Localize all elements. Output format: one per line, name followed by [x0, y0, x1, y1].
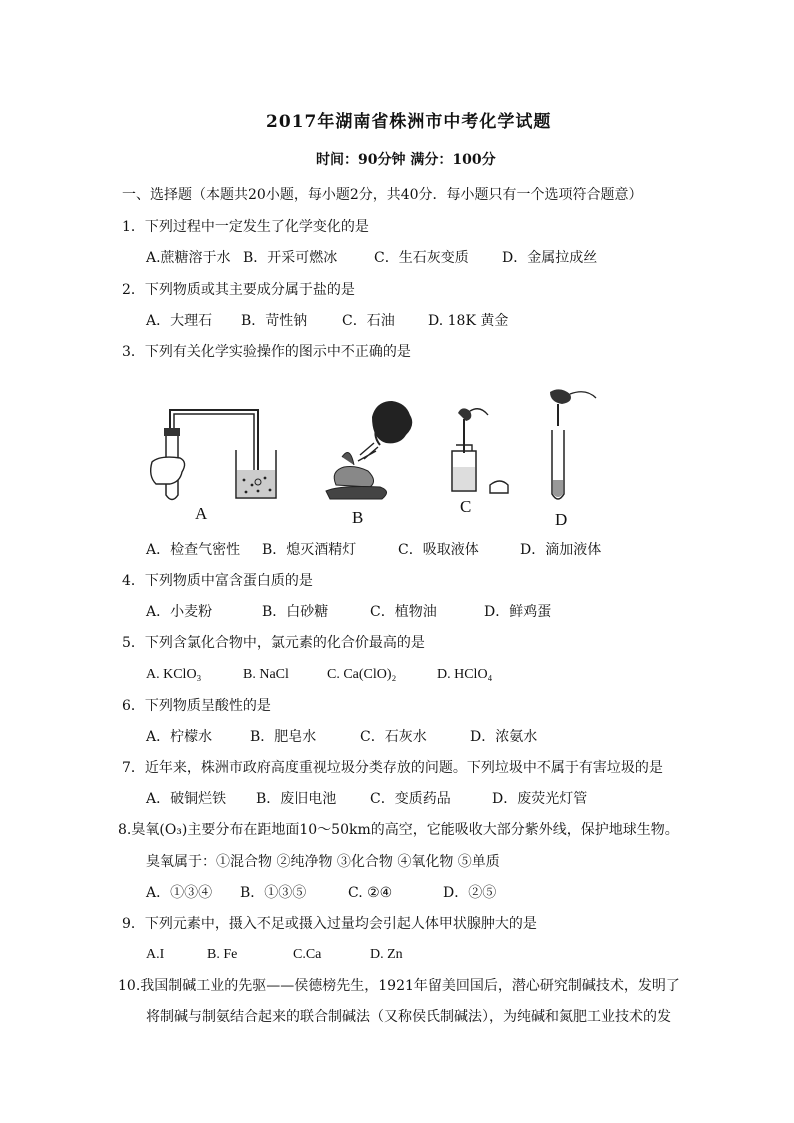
question-10-stem: 10.我国制碱工业的先驱——侯德榜先生，1921年留美回国后，潜心研究制碱技术，发明了 [118, 978, 680, 994]
q5-option-d: D. HClO₄ [437, 667, 493, 682]
q4-option-c: C．植物油 [370, 604, 437, 620]
exam-info: 时间：90分钟 满分：100分 [316, 152, 496, 168]
q8-choices-line: 臭氧属于：①混合物 ②纯净物 ③化合物 ④氧化物 ⑤单质 [146, 854, 500, 870]
question-1-stem: 1．下列过程中一定发生了化学变化的是 [122, 219, 369, 235]
figure-label-b: B [352, 508, 364, 527]
question-9-stem: 9．下列元素中，摄入不足或摄入过量均会引起人体甲状腺肿大的是 [122, 916, 537, 932]
question-6-stem: 6．下列物质呈酸性的是 [122, 698, 271, 714]
q9-option-d: D. Zn [370, 947, 403, 962]
q1-option-c: C．生石灰变质 [374, 250, 469, 266]
q4-option-a: A．小麦粉 [146, 604, 213, 620]
q2-option-a: A．大理石 [146, 313, 213, 329]
section-heading: 一、选择题（本题共20小题，每小题2分，共40分．每小题只有一个选项符合题意） [122, 187, 643, 203]
q8-option-c: C. ②④ [348, 885, 393, 901]
q2-option-d: D. 18K 黄金 [428, 313, 509, 329]
page-title: 2017年湖南省株洲市中考化学试题 [266, 112, 552, 132]
q8-option-b: B．①③⑤ [240, 885, 307, 901]
q3-option-c: C．吸取液体 [398, 542, 479, 558]
q6-option-d: D．浓氨水 [470, 729, 538, 745]
q5-option-a: A. KClO₃ [146, 667, 202, 682]
q1-option-d: D．金属拉成丝 [502, 250, 598, 266]
figure-b-alcohol-lamp [320, 395, 420, 510]
question-3-stem: 3．下列有关化学实验操作的图示中不正确的是 [122, 344, 411, 360]
q7-option-b: B．废旧电池 [256, 791, 337, 807]
q3-option-d: D．滴加液体 [520, 542, 602, 558]
q5-option-b: B. NaCl [243, 667, 289, 682]
question-10-continuation: 将制碱与制氨结合起来的联合制碱法（又称侯氏制碱法），为纯碱和氮肥工业技术的发 [146, 1009, 671, 1025]
q8-option-a: A．①③④ [146, 885, 213, 901]
q2-option-c: C．石油 [342, 313, 395, 329]
figure-d-test-tube [540, 388, 610, 508]
question-8-stem: 8.臭氧(O₃)主要分布在距地面10～50km的高空，它能吸收大部分紫外线，保护地球生物。 [118, 822, 679, 838]
q6-option-b: B．肥皂水 [250, 729, 317, 745]
figure-c-dropper [440, 405, 520, 500]
q6-option-c: C．石灰水 [360, 729, 427, 745]
q4-option-d: D．鲜鸡蛋 [484, 604, 552, 620]
q3-option-a: A．检查气密性 [146, 542, 241, 558]
q8-option-d: D．②⑤ [443, 885, 497, 901]
q7-option-d: D．废荧光灯管 [492, 791, 588, 807]
figure-a-airtightness [140, 400, 290, 510]
q5-option-c: C. Ca(ClO)₂ [327, 667, 397, 682]
question-5-stem: 5．下列含氯化合物中，氯元素的化合价最高的是 [122, 635, 425, 651]
q1-option-a: A.蔗糖溶于水 [146, 250, 231, 266]
q1-option-b: B．开采可燃冰 [243, 250, 338, 266]
q4-option-b: B．白砂糖 [262, 604, 329, 620]
question-7-stem: 7．近年来，株洲市政府高度重视垃圾分类存放的问题。下列垃圾中不属于有害垃圾的是 [122, 760, 663, 776]
q7-option-c: C．变质药品 [370, 791, 451, 807]
q3-option-b: B．熄灭酒精灯 [262, 542, 357, 558]
q9-option-a: A.I [146, 947, 165, 962]
q7-option-a: A．破铜烂铁 [146, 791, 227, 807]
q9-option-b: B. Fe [207, 947, 238, 962]
q9-option-c: C.Ca [293, 947, 322, 962]
question-4-stem: 4．下列物质中富含蛋白质的是 [122, 573, 313, 589]
figure-label-c: C [460, 497, 472, 516]
q6-option-a: A．柠檬水 [146, 729, 213, 745]
figure-label-a: A [195, 504, 208, 523]
figure-label-d: D [555, 510, 568, 529]
q2-option-b: B．苛性钠 [241, 313, 308, 329]
question-2-stem: 2．下列物质或其主要成分属于盐的是 [122, 282, 355, 298]
